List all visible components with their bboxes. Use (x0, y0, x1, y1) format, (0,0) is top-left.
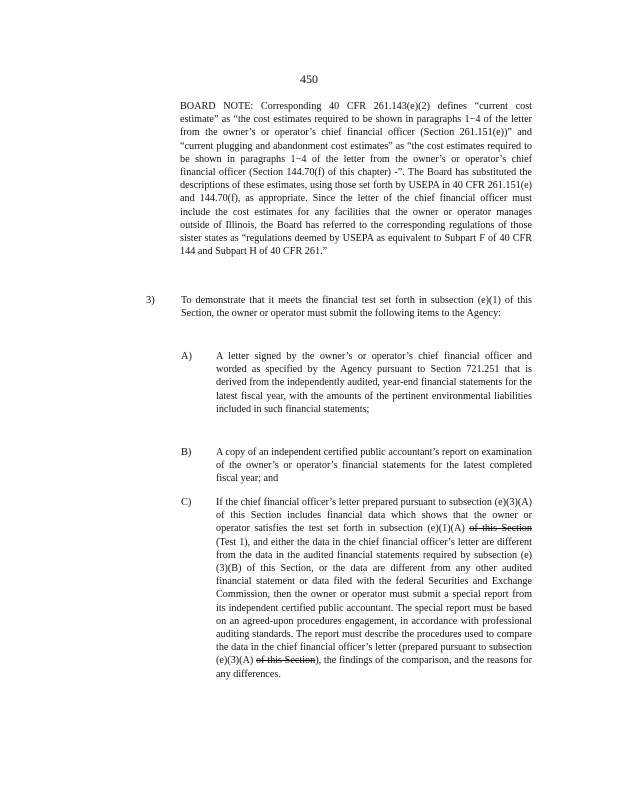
item-b-label: B) (181, 447, 192, 458)
board-note-text-2: -”. The Board has substituted the descriptions of these estimates, using those set forth by USEPA in 40 CFR 261.151(e) and 144.70(f), as appropriate. Since the letter of the chief financial officer must include the cost estimates for any facilities that the owner or operator manages outside of Illinois, the Board has referred to the corresponding regulations of those sister states as “regulations deemed by USEPA as equivalent to Subpart F of 40 CFR 144 and Subpart H of 40 CFR 261.” (180, 167, 532, 258)
item-c-label: C) (181, 497, 192, 508)
item-c-struck-text-2: of this Section (256, 655, 316, 667)
item-c-text-1: If the chief financial officer’s letter prepared pursuant to subsection (e)(3)(A) of this Section includes financial data which shows that the owner or operator satisfies the test set forth in subsection (e)(1)(A) (216, 497, 532, 535)
board-note-text-1: BOARD NOTE: Corresponding 40 CFR 261.143(e)(2) defines “current cost estimate” as “the cost estimates required to be shown in paragraphs 1−4 of the letter from the owner’s or operator’s chief financial officer (Section 261.151(e))” and “current plugging and abandonment cost estimates” as “the cost estimates required to be shown in paragraphs 1−4 of the letter from the owner’s or operator’s chief financial officer (Section 144.70(f) of this chapter) (180, 101, 532, 179)
paragraph-3-text: To demonstrate that it meets the financial test set forth in subsection (e)(1) of this Section, the owner or operator must submit the following items to the Agency: (181, 295, 532, 320)
page-number: 450 (300, 72, 318, 86)
item-c-text-2: (Test 1), and either the data in the chief financial officer’s letter are different from the data in the audited financial statements required by subsection (e)(3)(B) of this Section, or the data are different from any other audited financial statement or data filed with the federal Securities and Exchange Commission, then the owner or operator must submit a special report from its independent certified public accountant. The special report must be based on an agreed-upon procedures engagement, in accordance with professional auditing standards. The report must describe the procedures used to compare the data in the chief financial officer’s letter (prepared pursuant to subsection (e)(3)(A) (216, 536, 532, 667)
paragraph-3-number: 3) (146, 295, 155, 306)
item-a-text: A letter signed by the owner’s or operator’s chief financial officer and worded as specified by the Agency pursuant to Section 721.251 that is derived from the independently audited, year-end financial statements for the latest fiscal year, with the amounts of the pertinent environmental liabilities included in such financial statements; (216, 351, 532, 415)
item-a-label: A) (181, 351, 192, 362)
item-c-struck-text-1: of this Section (469, 523, 532, 535)
item-c-text (216, 496, 532, 681)
board-note (180, 100, 532, 258)
item-b-text: A copy of an independent certified public accountant’s report on examination of the owner’s or operator’s financial statements for the latest completed fiscal year; and (216, 447, 532, 485)
item-c-text-3: ), the findings of the comparison, and the reasons for any differences. (216, 655, 533, 680)
